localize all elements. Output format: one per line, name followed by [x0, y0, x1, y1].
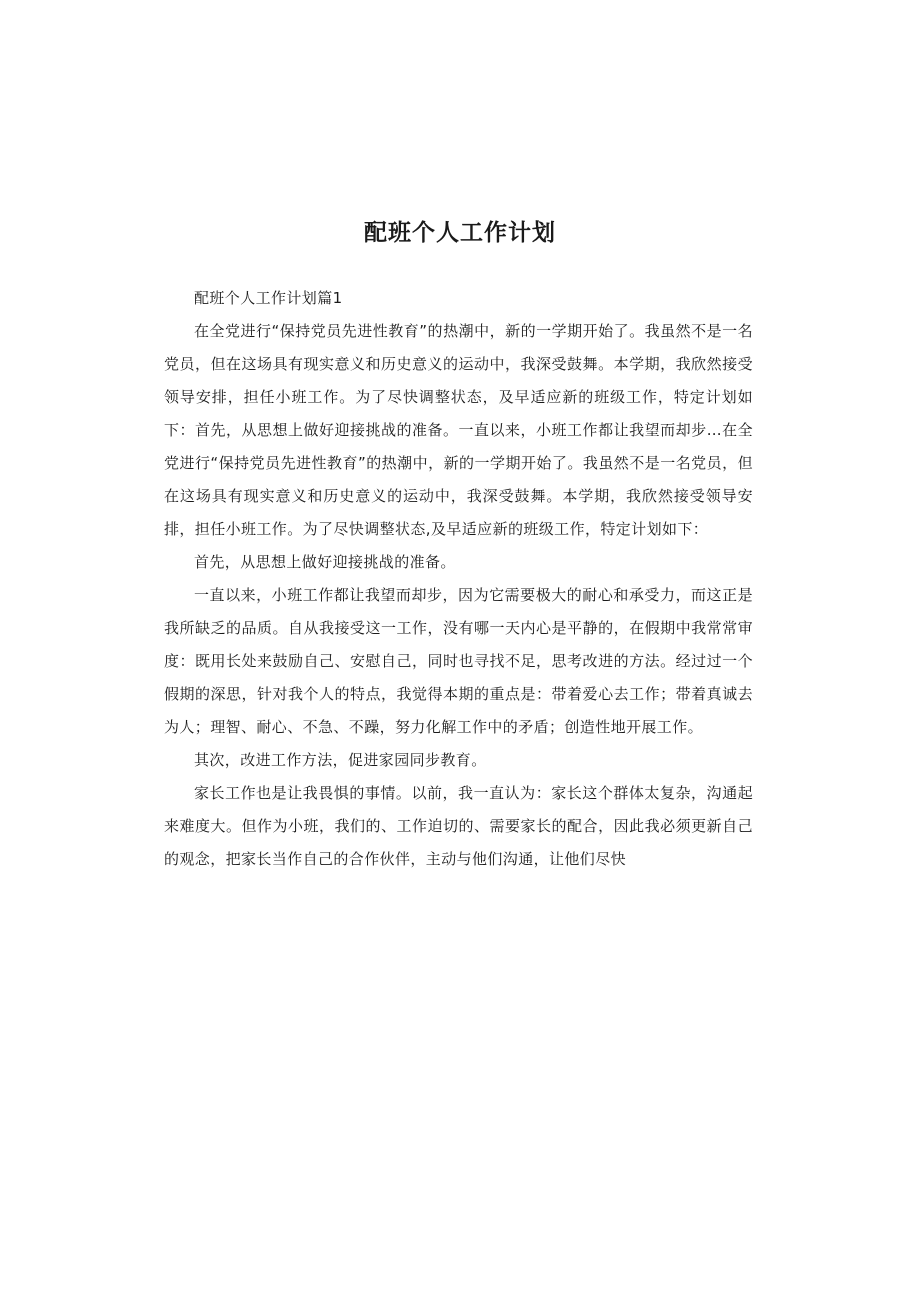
paragraph: 一直以来，小班工作都让我望而却步，因为它需要极大的耐心和承受力，而这正是我所缺乏的品质。自从我接受这一工作，没有哪一天内心是平静的，在假期中我常常审度：既用长处来鼓励自己、安慰自己，同时也寻找不足，思考改进的方法。经过过一个假期的深思，针对我个人的特点，我觉得本期的重点是：带着爱心去工作；带着真诚去为人；理智、耐心、不急、不躁，努力化解工作中的矛盾；创造性地开展工作。 — [164, 586, 753, 736]
document-body — [164, 282, 753, 876]
section-heading: 配班个人工作计划篇1 — [194, 289, 343, 307]
paragraph: 其次，改进工作方法，促进家园同步教育。 — [194, 751, 487, 769]
paragraph: 在全党进行“保持党员先进性教育”的热潮中，新的一学期开始了。我虽然不是一名党员，但在这场具有现实意义和历史意义的运动中，我深受鼓舞。本学期，我欣然接受领导安排，担任小班工作。为了尽快调整状态，及早适应新的班级工作，特定计划如下：首先，从思想上做好迎接挑战的准备。一直以来，小班工作都让我望而却步…在全党进行“保持党员先进性教育”的热潮中，新的一学期开始了。我虽然不是一名党员，但在这场具有现实意义和历史意义的运动中，我深受鼓舞。本学期，我欣然接受领导安排，担任小班工作。为了尽快调整状态,及早适应新的班级工作，特定计划如下： — [164, 322, 753, 538]
document-title: 配班个人工作计划 — [364, 220, 556, 246]
paragraph: 首先，从思想上做好迎接挑战的准备。 — [194, 553, 456, 571]
paragraph: 家长工作也是让我畏惧的事情。以前，我一直认为：家长这个群体太复杂，沟通起来难度大。但作为小班，我们的、工作迫切的、需要家长的配合，因此我必须更新自己的观念，把家长当作自己的合作伙伴，主动与他们沟通，让他们尽快 — [164, 784, 753, 868]
